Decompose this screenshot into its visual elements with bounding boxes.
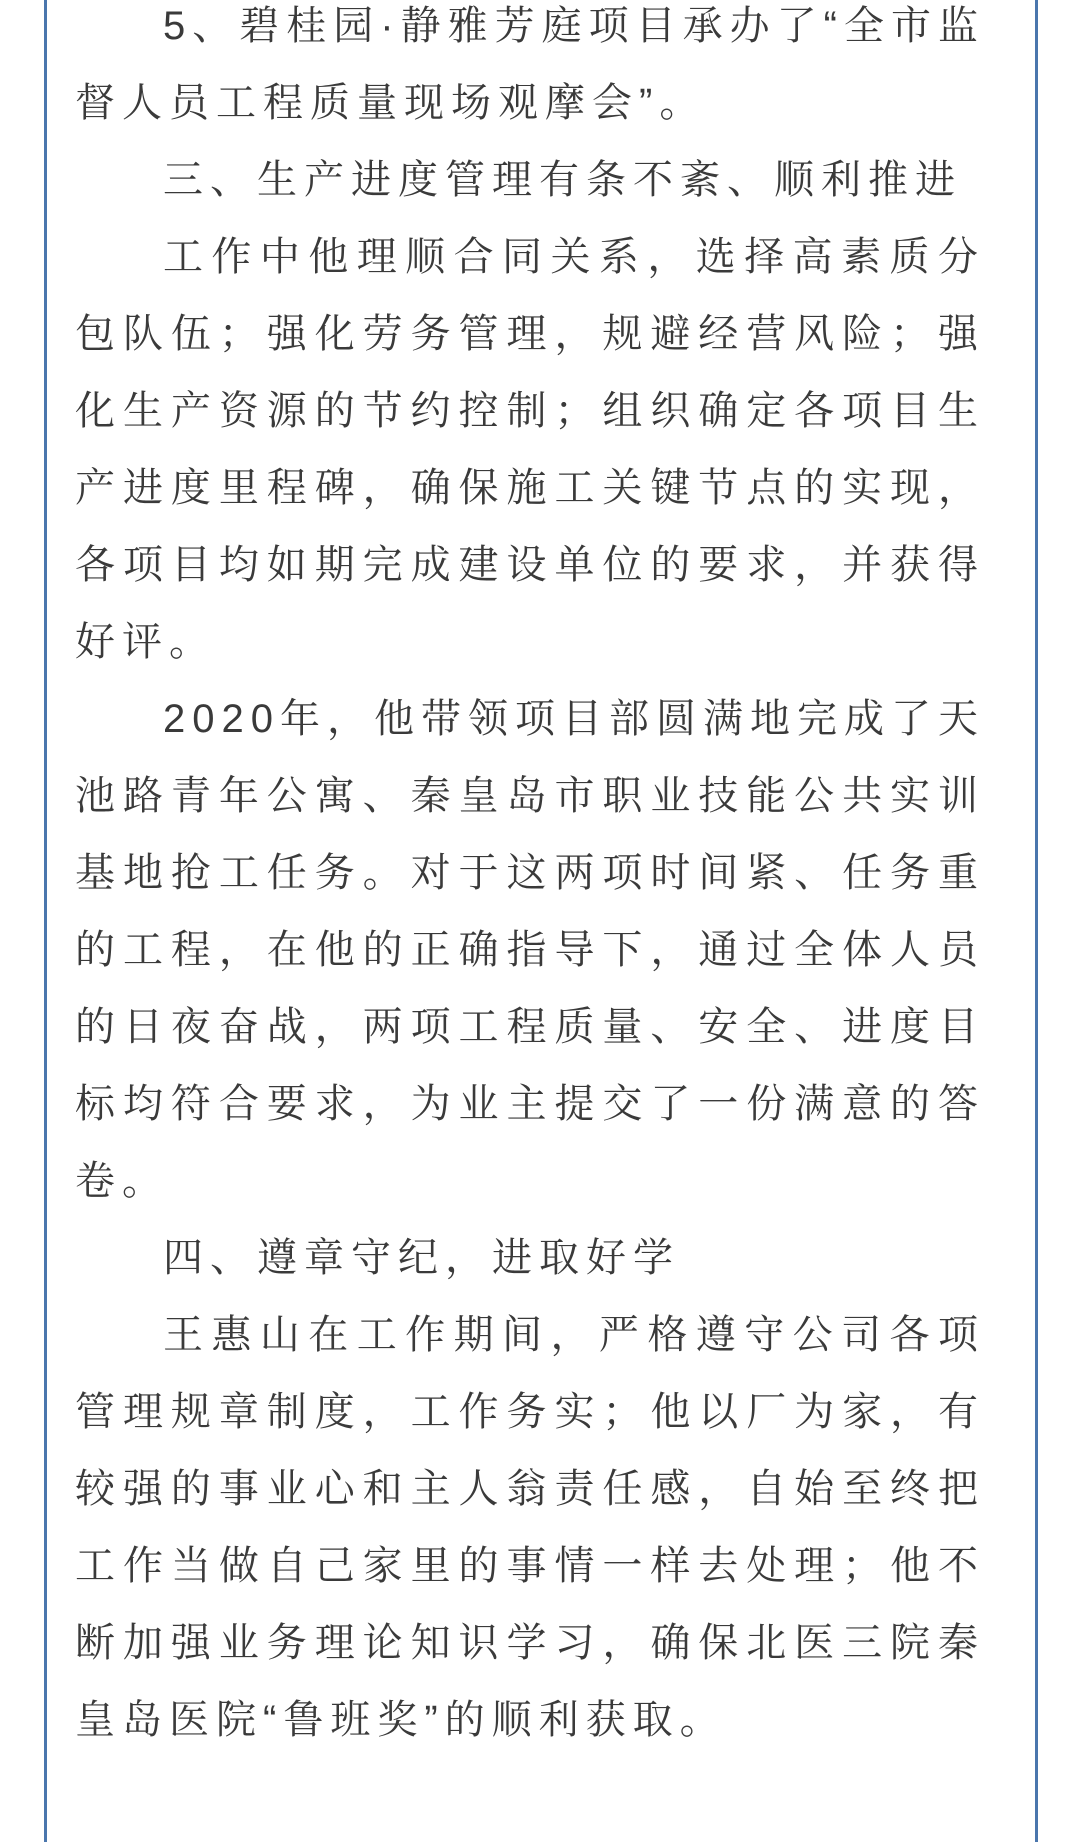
section-heading-4: 四、遵章守纪，进取好学 [163, 1236, 680, 1280]
paragraph-body: 王惠山在工作期间，严格遵守公司各项管理规章制度，工作务实；他以厂为家，有较强的事业心和主人翁责任感，自始至终把工作当做自己家里的事情一样去处理；他不断加强业务理论知识学习，确保北医三院秦皇岛医院“鲁班奖”的顺利获取。 [75, 1313, 985, 1742]
paragraph-body: 2020年，他带领项目部圆满地完成了天池路青年公寓、秦皇岛市职业技能公共实训基地抢工任务。对于这两项时间紧、任务重的工程，在他的正确指导下，通过全体人员的日夜奋战，两项工程质量、安全、进度目标均符合要求，为业主提交了一份满意的答卷。 [75, 697, 985, 1203]
section-heading-3: 三、生产进度管理有条不紊、顺利推进 [163, 158, 962, 202]
paragraph-list-item-5: 5、碧桂园·静雅芳庭项目承办了“全市监督人员工程质量现场观摩会”。 [75, 4, 985, 125]
document-body [75, 0, 985, 1759]
page-border-left-rule [44, 0, 47, 1842]
page-border-right-rule [1035, 0, 1038, 1842]
paragraph-body: 工作中他理顺合同关系，选择高素质分包队伍；强化劳务管理，规避经营风险；强化生产资源的节约控制；组织确定各项目生产进度里程碑，确保施工关键节点的实现，各项目均如期完成建设单位的要求，并获得好评。 [75, 235, 985, 664]
